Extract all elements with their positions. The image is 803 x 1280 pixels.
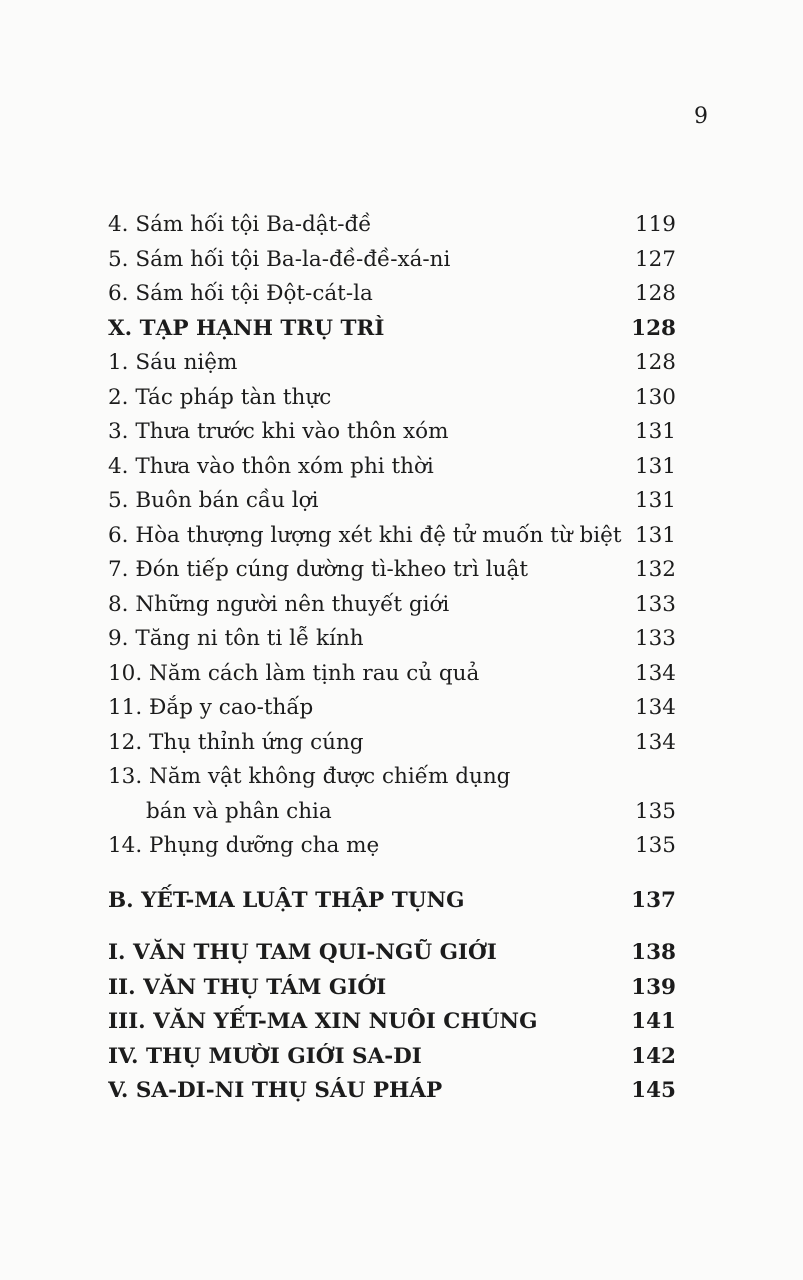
toc-entry-title: 3. Thưa trước khi vào thôn xóm — [108, 419, 449, 444]
toc-entry — [108, 243, 676, 278]
toc-entry-page: 142 — [631, 1043, 676, 1069]
table-of-contents — [108, 208, 676, 1109]
toc-entry-page: 134 — [634, 660, 676, 686]
toc-entry-page: 139 — [631, 974, 676, 1000]
toc-entry-page: 133 — [634, 591, 676, 617]
toc-entry-page: 135 — [634, 833, 676, 858]
toc-entry-page: 135 — [634, 798, 676, 824]
toc-entry-page: 138 — [631, 940, 676, 965]
toc-entry — [108, 484, 676, 519]
toc-entry-title: X. TẠP HẠNH TRỤ TRÌ — [108, 315, 385, 341]
toc-entry-page: 127 — [634, 246, 676, 272]
toc-entry — [108, 588, 676, 623]
toc-entry-title: 8. Những người nên thuyết giới — [108, 591, 450, 617]
toc-entry-title: 5. Sám hối tội Ba-la-đề-đề-xá-ni — [108, 246, 451, 272]
toc-entry-page: 131 — [634, 488, 676, 513]
toc-entry-title: 2. Tác pháp tàn thực — [108, 384, 332, 410]
toc-entry-title: 11. Đắp y cao-thấp — [108, 695, 314, 720]
toc-entry — [108, 691, 676, 726]
toc-entry-title: 6. Sám hối tội Đột-cát-la — [108, 281, 373, 306]
toc-entry — [108, 346, 676, 381]
toc-entry-title: V. SA-DI-NI THỤ SÁU PHÁP — [108, 1078, 443, 1103]
toc-entry — [108, 936, 676, 971]
toc-entry-page: 134 — [634, 729, 676, 755]
toc-entry-title: 9. Tăng ni tôn ti lễ kính — [108, 626, 364, 651]
toc-entry — [108, 971, 676, 1006]
toc-entry-title: 14. Phụng dưỡng cha mẹ — [108, 833, 380, 858]
toc-entry-title: 7. Đón tiếp cúng dường tì-kheo trì luật — [108, 557, 528, 582]
toc-entry — [108, 622, 676, 657]
toc-entry-page: 133 — [634, 626, 676, 651]
toc-entry-title: 1. Sáu niệm — [108, 350, 238, 375]
toc-entry-title: 10. Năm cách làm tịnh rau củ quả — [108, 660, 480, 686]
toc-entry-title: 5. Buôn bán cầu lợi — [108, 488, 319, 513]
toc-entry — [108, 1074, 676, 1109]
toc-entry-page: 132 — [634, 557, 676, 582]
toc-section-page: 137 — [631, 887, 676, 913]
toc-entry-14 — [108, 829, 676, 864]
toc-entry-title: II. VĂN THỤ TÁM GIỚI — [108, 974, 387, 1000]
toc-entry — [108, 519, 676, 554]
toc-entry — [108, 657, 676, 692]
toc-entry-title-line1: 13. Năm vật không được chiếm dụng — [108, 764, 511, 789]
toc-entry-page: 131 — [634, 419, 676, 444]
toc-entry — [108, 381, 676, 416]
toc-entry-title-line2: bán và phân chia — [146, 798, 332, 824]
toc-entry-page: 128 — [634, 281, 676, 306]
toc-entry-title: III. VĂN YẾT-MA XIN NUÔI CHÚNG — [108, 1009, 538, 1034]
toc-entry — [108, 1005, 676, 1040]
toc-entry-page: 128 — [631, 315, 676, 341]
toc-entry-page: 145 — [631, 1078, 676, 1103]
toc-entry-page: 141 — [631, 1009, 676, 1034]
toc-entry-title: 6. Hòa thượng lượng xét khi đệ tử muốn từ biệt — [108, 522, 622, 548]
toc-entry-page: 131 — [634, 522, 676, 548]
toc-entry-page: 119 — [634, 212, 676, 237]
toc-entry — [108, 312, 676, 347]
toc-entry — [108, 726, 676, 761]
toc-group-1 — [108, 208, 676, 760]
toc-entry — [108, 415, 676, 450]
toc-entry-page: 134 — [634, 695, 676, 720]
toc-entry — [108, 450, 676, 485]
toc-entry-title: I. VĂN THỤ TAM QUI-NGŨ GIỚI — [108, 940, 497, 965]
toc-group-2 — [108, 936, 676, 1109]
page-number: 9 — [694, 104, 708, 129]
toc-entry-page: 131 — [634, 453, 676, 479]
toc-entry-title: IV. THỤ MƯỜI GIỚI SA-DI — [108, 1043, 422, 1069]
toc-section-heading-b — [108, 884, 676, 919]
toc-entry — [108, 1040, 676, 1075]
toc-section-title: B. YẾT-MA LUẬT THẬP TỤNG — [108, 887, 465, 913]
toc-entry-13 — [108, 760, 676, 829]
toc-entry — [108, 277, 676, 312]
toc-entry — [108, 208, 676, 243]
toc-entry-title: 4. Sám hối tội Ba-dật-đề — [108, 212, 372, 237]
toc-entry-title: 12. Thụ thỉnh ứng cúng — [108, 729, 364, 755]
toc-entry-page: 130 — [634, 384, 676, 410]
toc-entry — [108, 553, 676, 588]
toc-entry-title: 4. Thưa vào thôn xóm phi thời — [108, 453, 434, 479]
toc-entry-title — [108, 760, 635, 829]
toc-entry-page: 128 — [634, 350, 676, 375]
